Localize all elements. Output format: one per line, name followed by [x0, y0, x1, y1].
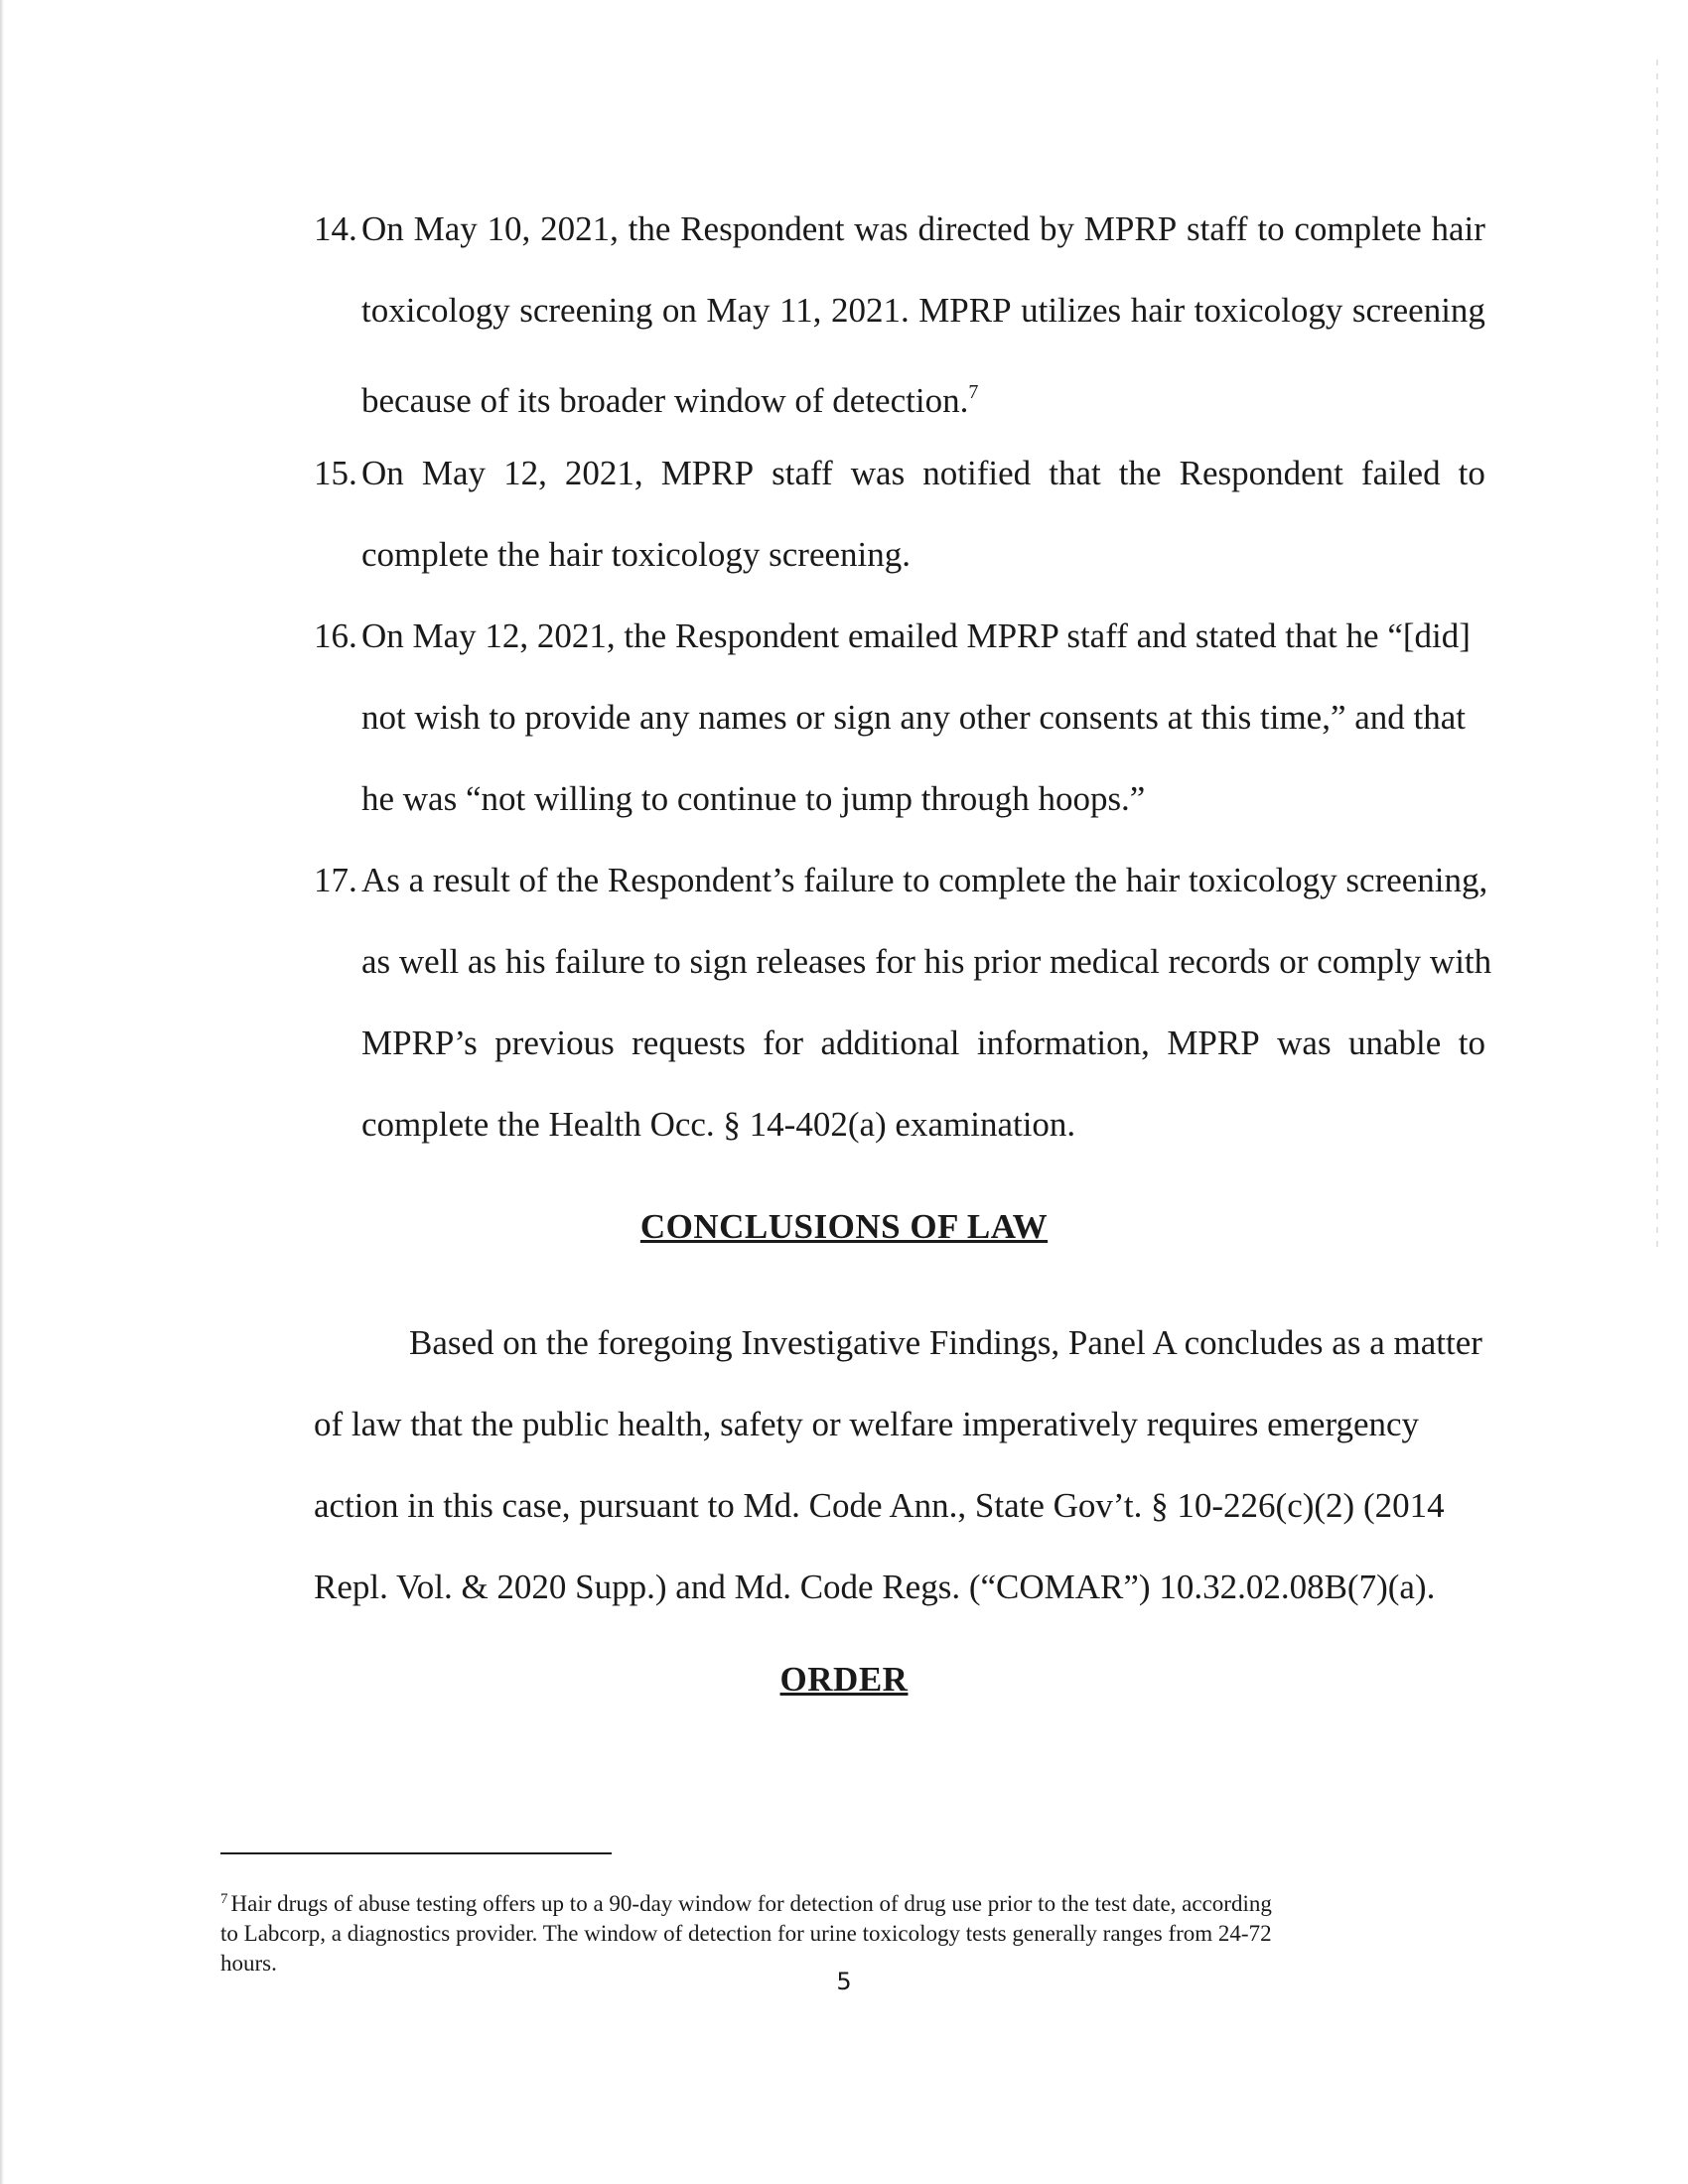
scan-edge [1656, 60, 1658, 1251]
scan-edge [0, 0, 4, 2184]
word: 2021. [830, 291, 910, 330]
word: Respondent [680, 209, 845, 248]
word: MPRP [1167, 1024, 1260, 1062]
finding-line: because of its broader window of detection.$^7$ [361, 381, 979, 420]
finding-14 [314, 189, 1485, 433]
word: 12, [503, 454, 547, 492]
order-heading: ORDER [779, 1660, 909, 1699]
word: 10, [487, 209, 531, 248]
word: requests [632, 1024, 746, 1062]
finding-number: 15. [314, 454, 357, 492]
word: for [763, 1024, 804, 1062]
word: the [1118, 454, 1162, 492]
word: screening [519, 291, 653, 330]
finding-15 [314, 433, 1485, 596]
word: MPRP [1083, 209, 1178, 248]
finding-number: 16. [314, 616, 357, 655]
word: toxicology [361, 291, 510, 330]
finding-line [361, 270, 1485, 351]
finding-line: complete the Health Occ. § 14-402(a) examination. [361, 1105, 1076, 1144]
finding-line [361, 189, 1485, 270]
word: directed [917, 209, 1031, 248]
word: MPRP’s [361, 1024, 478, 1062]
word: by [1040, 209, 1074, 248]
footnote-line: $^7$ Hair drugs of abuse testing offers up to a 90-day window for detection of drug use prior to the test date, according [220, 1891, 1272, 1916]
word: 2021, [540, 209, 619, 248]
word: to [1458, 454, 1485, 492]
word: hair [1431, 209, 1485, 248]
word: to [1257, 209, 1285, 248]
footnote-line: hours. [220, 1951, 277, 1976]
footnote-line: to Labcorp, a diagnostics provider. The window of detection for urine toxicology tests generally ranges from 24-72 [220, 1921, 1272, 1946]
page-number: 5 [836, 1968, 852, 1995]
paragraph-line: of law that the public health, safety or welfare imperatively requires emergency [314, 1405, 1420, 1443]
word: May [413, 209, 478, 248]
word: 2021, [564, 454, 643, 492]
conclusions-paragraph [314, 1302, 1485, 1628]
finding-16 [314, 596, 1485, 840]
conclusions-heading: CONCLUSIONS OF LAW [639, 1207, 1049, 1246]
footnote-marker: 7 [220, 1891, 228, 1907]
finding-line [361, 1003, 1485, 1084]
word: utilizes [1021, 291, 1122, 330]
word: was [854, 209, 909, 248]
word: Respondent [1179, 454, 1343, 492]
finding-number: 14. [314, 209, 357, 248]
word: staff [1187, 209, 1248, 248]
word: information, [976, 1024, 1150, 1062]
word: failed [1360, 454, 1441, 492]
word: 11, [778, 291, 822, 330]
finding-line: as well as his failure to sign releases for his prior medical records or comply with [361, 942, 1492, 981]
word: that [1049, 454, 1101, 492]
word: notified [922, 454, 1032, 492]
word: MPRP [660, 454, 755, 492]
finding-line: On May 12, 2021, the Respondent emailed MPRP staff and stated that he “[did] [361, 616, 1471, 655]
finding-number: 17. [314, 861, 357, 899]
paragraph-line: Based on the foregoing Investigative Findings, Panel A concludes as a matter [409, 1323, 1482, 1362]
word: May [421, 454, 486, 492]
footnote-reference: 7 [968, 381, 979, 403]
word: unable [1348, 1024, 1442, 1062]
word: on [661, 291, 697, 330]
finding-line: complete the hair toxicology screening. [361, 535, 912, 574]
word: screening [1351, 291, 1485, 330]
word: On [361, 454, 404, 492]
word: hair [1130, 291, 1186, 330]
word: May [706, 291, 771, 330]
word: to [1458, 1024, 1485, 1062]
finding-line: As a result of the Respondent’s failure to complete the hair toxicology screening, [361, 861, 1488, 899]
word: was [1277, 1024, 1332, 1062]
word: MPRP [918, 291, 1012, 330]
word: complete [1294, 209, 1422, 248]
paragraph-line: Repl. Vol. & 2020 Supp.) and Md. Code Regs. (“COMAR”) 10.32.02.08B(7)(a). [314, 1568, 1436, 1606]
paragraph-line: action in this case, pursuant to Md. Code Ann., State Gov’t. § 10-226(c)(2) (2014 [314, 1486, 1445, 1525]
word: was [850, 454, 906, 492]
word: additional [820, 1024, 960, 1062]
footnote [220, 1884, 1481, 1979]
word: the [628, 209, 671, 248]
word: On [361, 209, 404, 248]
finding-line [361, 433, 1485, 514]
finding-17 [314, 840, 1492, 1165]
footnote-rule [220, 1852, 612, 1854]
word: toxicology [1194, 291, 1343, 330]
word: previous [494, 1024, 615, 1062]
finding-line: he was “not willing to continue to jump through hoops.” [361, 779, 1146, 818]
word: staff [772, 454, 833, 492]
finding-line: not wish to provide any names or sign any other consents at this time,” and that [361, 698, 1467, 737]
